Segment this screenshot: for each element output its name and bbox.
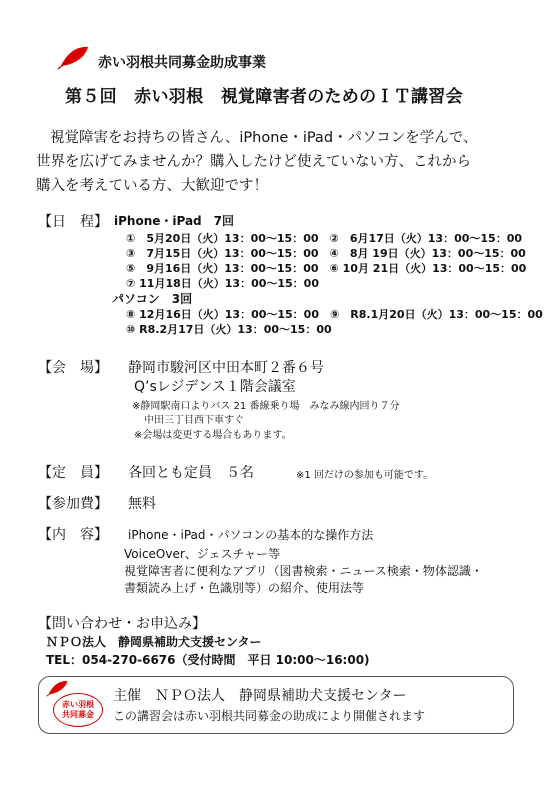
- venue-building: Q’sレジデンス１階会議室: [134, 379, 296, 395]
- host-line: 主催 ＮＰＯ法人 静岡県補助犬支援センター: [113, 688, 407, 704]
- capacity-label: 【定 員】: [38, 465, 108, 481]
- schedule-row: ⑩ R8.2月17日（火）13：00～15：00: [126, 323, 332, 336]
- content-line: 視覚障害者に便利なアプリ（図書検索・ニュース検索・物体認識・: [124, 564, 483, 578]
- schedule-row: ⑧ 12月16日（火）13：00～15：00 ⑨ R8.1月20日（火）13：00～15：00: [126, 308, 543, 321]
- page-title: 第５回 赤い羽根 視覚障害者のためのＩＴ講習会: [65, 87, 463, 107]
- content-line: iPhone・iPad・パソコンの基本的な操作方法: [128, 528, 374, 542]
- venue-label: 【会 場】: [38, 360, 108, 376]
- content-line: VoiceOver、ジェスチャー等: [124, 547, 280, 561]
- iphone-heading: iPhone・iPad 7回: [114, 214, 235, 228]
- program-subtitle: 赤い羽根共同募金助成事業: [98, 55, 266, 71]
- schedule-row: ⑦ 11月18日（火）13：00～15：00: [126, 277, 319, 290]
- grant-note: この講習会は赤い羽根共同募金の助成により開催されます: [113, 709, 426, 723]
- pc-heading: パソコン 3回: [112, 292, 193, 306]
- contact-org: ＮＰＯ法人 静岡県補助犬支援センター: [46, 635, 262, 649]
- capacity-value: 各回とも定員 ５名: [128, 465, 254, 481]
- stamp-line: 共同募金: [62, 710, 94, 719]
- red-feather-stamp: [53, 693, 103, 727]
- schedule-row: ① 5月20日（火）13：00～15：00 ② 6月17日（火）13：00～15：00: [126, 232, 523, 245]
- intro-line: 視覚障害をお持ちの皆さん、iPhone・iPad・パソコンを学んで、: [50, 130, 478, 146]
- contact-tel: TEL：054-270-6676（受付時間 平日 10:00～16:00): [46, 653, 370, 667]
- intro-line: 世界を広げてみませんか？購入したけど使えていない方、これから: [36, 154, 471, 170]
- content-label: 【内 容】: [38, 527, 108, 543]
- contact-label: 【問い合わせ・お申込み】: [38, 616, 206, 632]
- venue-note: ※会場は変更する場合もあります。: [134, 430, 292, 441]
- red-feather-icon: [56, 44, 90, 70]
- venue-address: 静岡市駿河区中田本町２番６号: [128, 360, 324, 376]
- venue-note: 中田三丁目西下車すぐ: [144, 415, 244, 426]
- content-line: 書類読み上げ・色識別等）の紹介、使用法等: [124, 581, 365, 595]
- venue-note: ※静岡駅南口よりバス 21 番線乗り場 みなみ線内回り７分: [132, 401, 400, 412]
- schedule-label: 【日 程】: [38, 214, 108, 230]
- schedule-row: ③ 7月15日（火）13：00～15：00 ④ 8月 19日（火）13：00～15：00: [126, 247, 526, 260]
- host-footer-box: [38, 676, 514, 734]
- schedule-row: ⑤ 9月16日（火）13：00～15：00 ⑥ 10月 21日（火）13：00～15：00: [126, 262, 527, 275]
- capacity-note: ※1 回だけの参加も可能です。: [296, 470, 434, 481]
- fee-label: 【参加費】: [38, 496, 108, 512]
- stamp-line: 赤い羽根: [62, 700, 94, 709]
- intro-line: 購入を考えている方、大歓迎です！: [36, 178, 268, 194]
- fee-value: 無料: [128, 496, 156, 512]
